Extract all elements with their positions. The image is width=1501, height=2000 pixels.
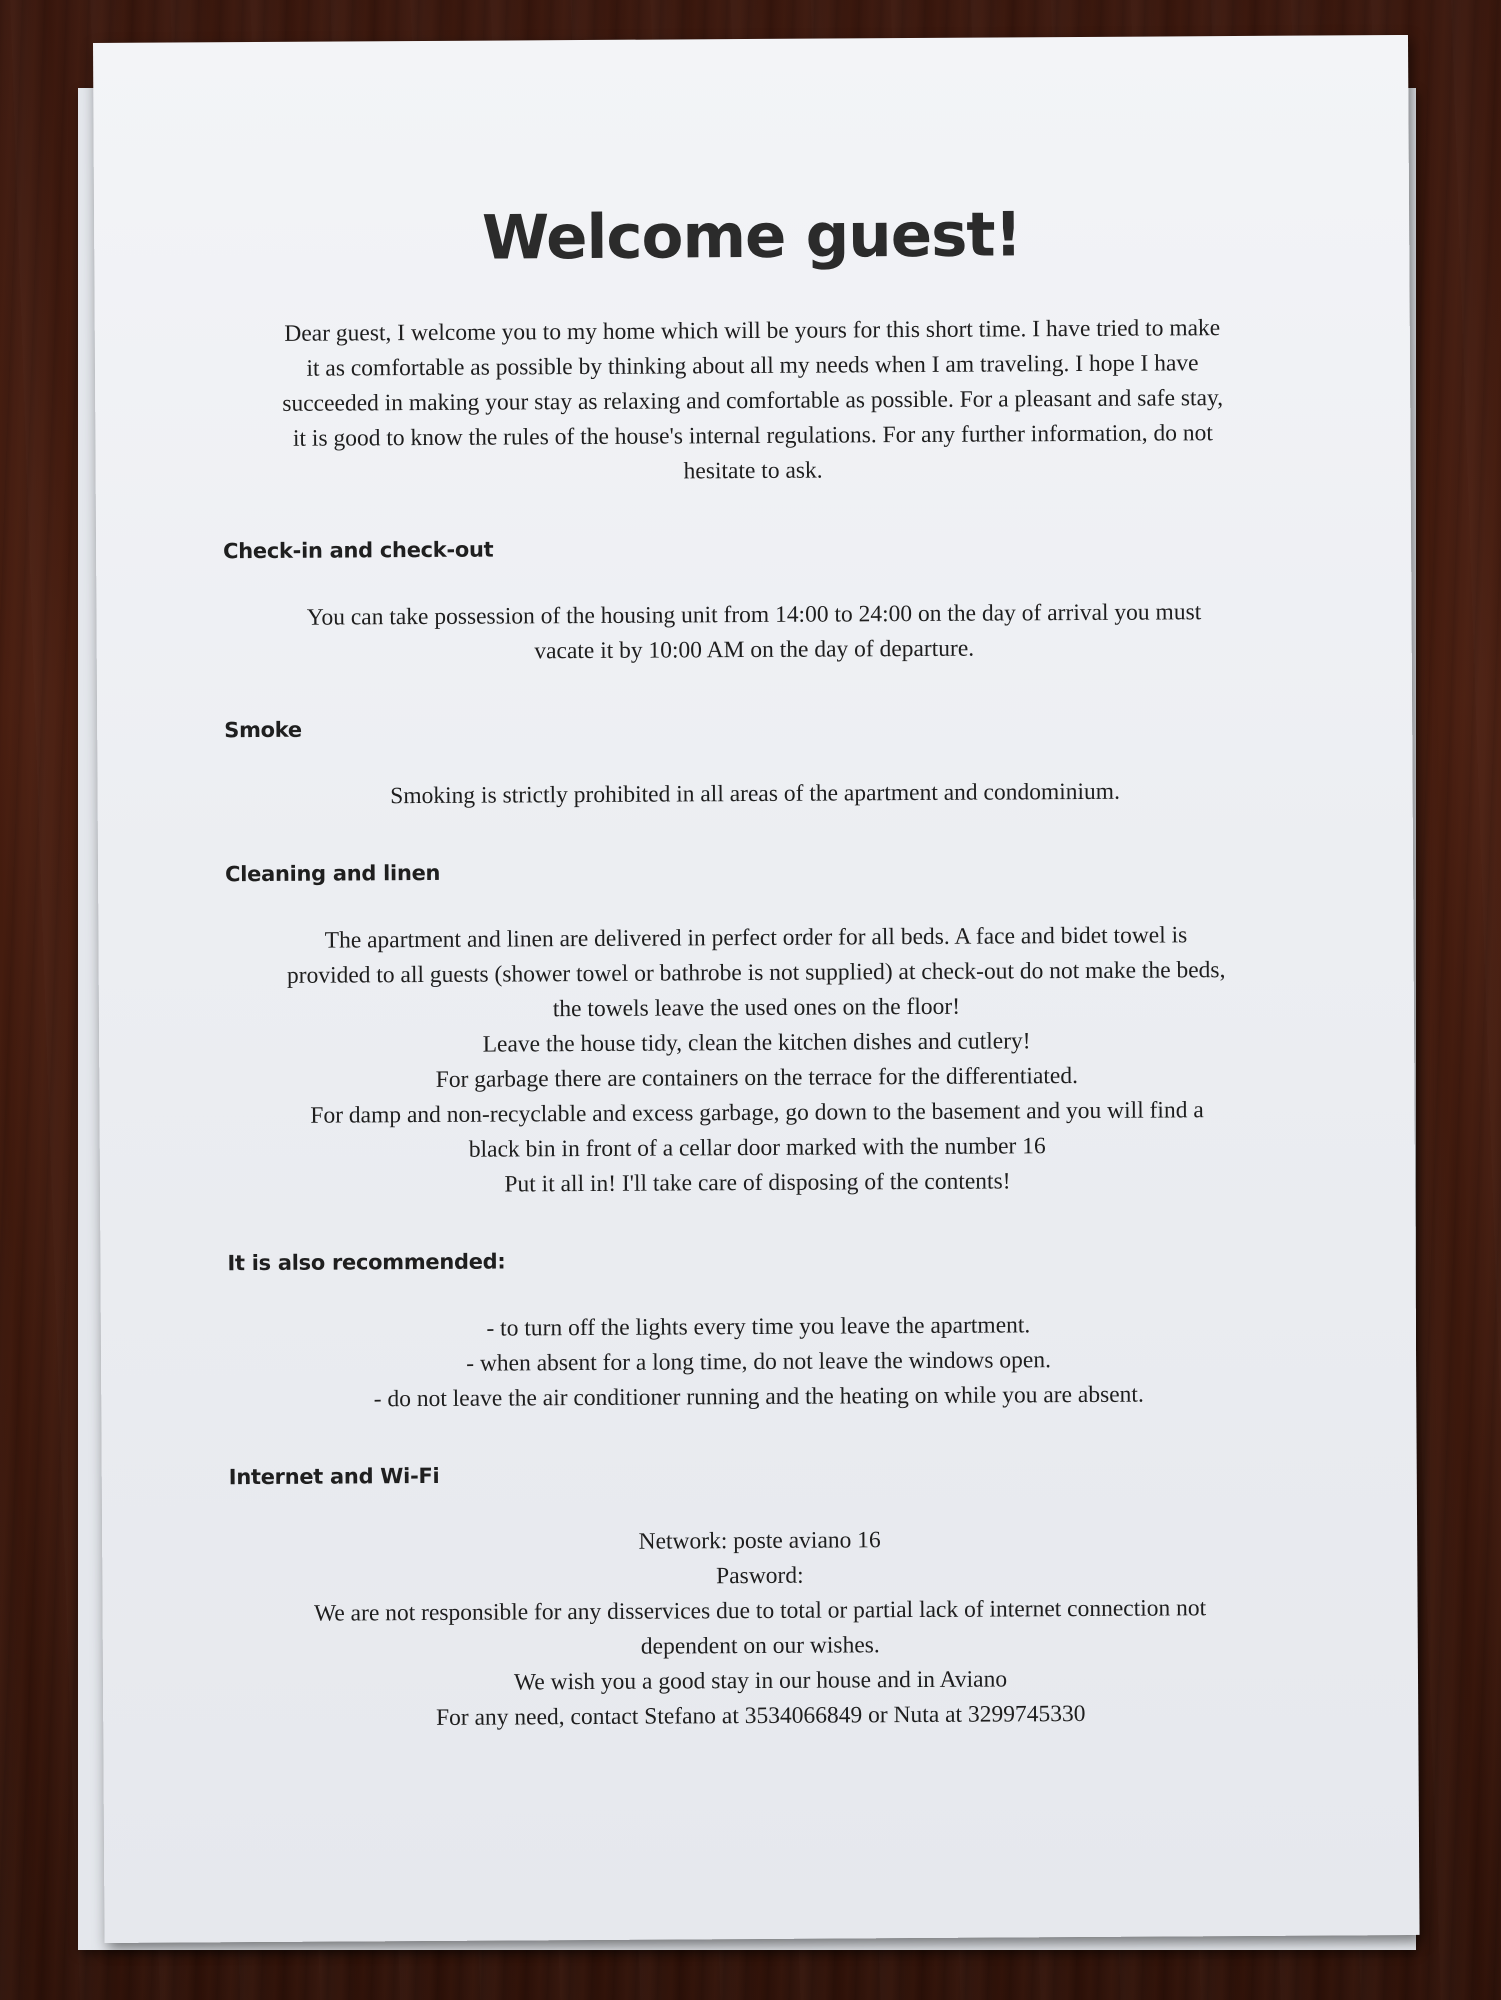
body-line: black bin in front of a cellar door marked with the number 16	[468, 1133, 1046, 1163]
intro-line: hesitate to ask.	[683, 457, 823, 485]
body-line: vacate it by 10:00 AM on the day of departure.	[534, 635, 975, 665]
body-line: Smoking is strictly prohibited in all areas of the apartment and condominium.	[390, 778, 1121, 810]
section-body	[227, 1521, 1293, 1738]
section-heading: It is also recommended:	[227, 1249, 506, 1276]
body-line: Network: poste aviano 16	[638, 1527, 881, 1555]
body-line: - to turn off the lights every time you leave the apartment.	[486, 1312, 1031, 1342]
intro-paragraph	[220, 311, 1286, 493]
section-body	[223, 774, 1288, 816]
body-line: We wish you a good stay in our house and in Aviano	[513, 1666, 1008, 1696]
body-line: - do not leave the air conditioner running and the heating on while you are absent.	[373, 1381, 1144, 1413]
body-line: For any need, contact Stefano at 3534066849 or Nuta at 3299745330	[435, 1700, 1086, 1731]
section-recommendations	[225, 1245, 1291, 1419]
intro-line: it as comfortable as possible by thinking about all my needs when I am traveling. I hope I have	[306, 350, 1199, 382]
intro-line: succeeded in making your stay as relaxing and comfortable as possible. For a pleasant and safe stay,	[282, 385, 1224, 417]
page-title: Welcome guest!	[481, 199, 1022, 274]
body-line: - when absent for a long time, do not leave the windows open.	[466, 1347, 1052, 1377]
body-line: We are not responsible for any disservices due to total or partial lack of internet connection not	[313, 1595, 1207, 1627]
body-line: the towels leave the used ones on the floor!	[552, 993, 961, 1023]
body-line: The apartment and linen are delivered in perfect order for all beds. A face and bidet towel is	[324, 922, 1188, 954]
section-body	[226, 1307, 1292, 1419]
section-body	[223, 918, 1290, 1205]
section-body	[221, 595, 1286, 672]
welcome-letter-sheet	[93, 35, 1420, 1943]
intro-line: it is good to know the rules of the house's internal regulations. For any further information, do not	[292, 420, 1213, 452]
section-heading: Cleaning and linen	[225, 860, 441, 887]
body-line: provided to all guests (shower towel or bathrobe is not supplied) at check-out do not make the beds,	[286, 957, 1226, 989]
body-line: Pasword:	[716, 1562, 804, 1590]
section-cleaning	[223, 856, 1290, 1204]
letter-content	[219, 198, 1293, 1737]
intro-line: Dear guest, I welcome you to my home which will be yours for this short time. I have tried to make	[284, 315, 1221, 347]
body-line: Leave the house tidy, clean the kitchen dishes and cutlery!	[482, 1028, 1031, 1058]
section-heading: Check-in and check-out	[223, 537, 494, 564]
body-line: You can take possession of the housing unit from 14:00 to 24:00 on the day of arrival you must	[306, 599, 1202, 631]
body-line: For damp and non-recyclable and excess garbage, go down to the basement and you will find a	[310, 1097, 1204, 1129]
body-line: Put it all in! I'll take care of disposing of the contents!	[504, 1168, 1011, 1198]
body-line: dependent on our wishes.	[640, 1632, 880, 1660]
section-heading: Smoke	[224, 717, 302, 743]
section-smoke	[222, 712, 1288, 816]
body-line: For garbage there are containers on the terrace for the differentiated.	[435, 1063, 1079, 1093]
section-heading: Internet and Wi-Fi	[228, 1463, 440, 1490]
section-internet	[227, 1459, 1294, 1738]
section-check-in	[221, 533, 1287, 672]
